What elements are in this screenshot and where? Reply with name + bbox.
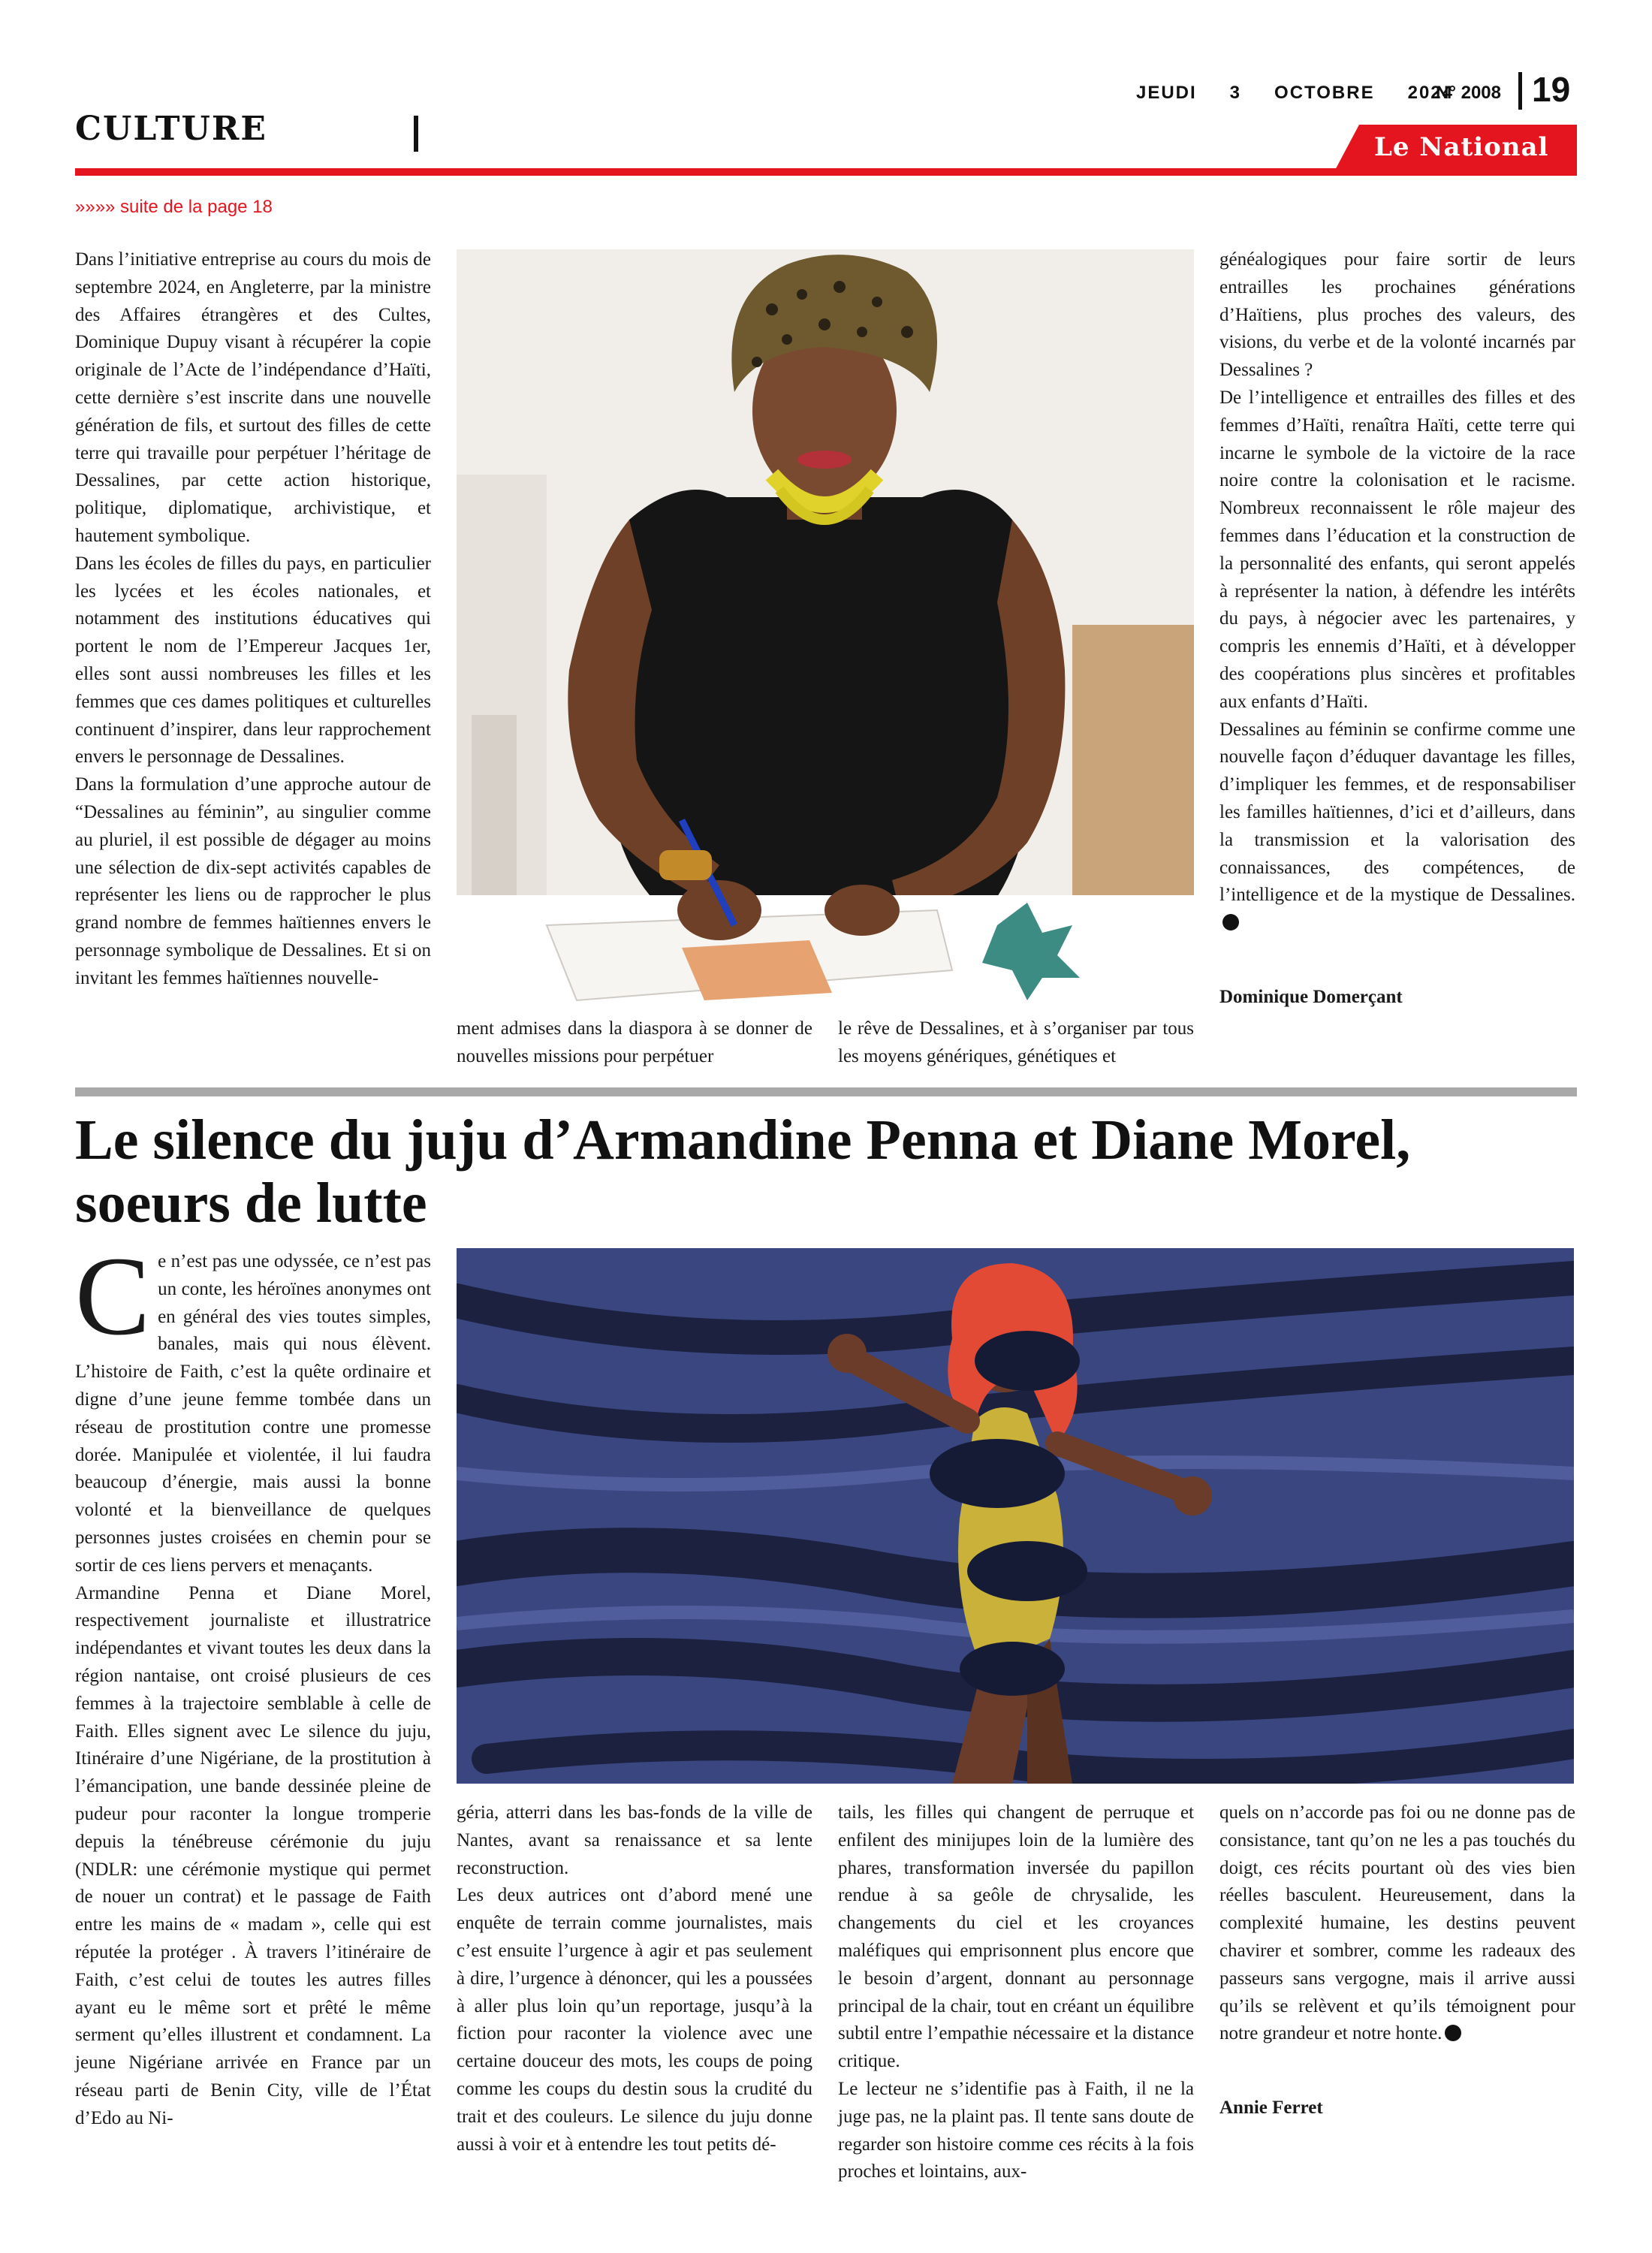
- paragraph-text: e n’est pas une odyssée, ce n’est pas un conte, les héroïnes anonymes ont en général des vies toutes simples, banales, mais qui nous élèvent. L’histoire de Faith, c’est la quête ordinaire et digne d’une jeune femme tombée dans un réseau de prostitution contre une promesse dorée. Manipulée et violentée, il lui faudra beaucoup d’énergie, mais aussi la bonne volonté et la bienveillance de quelques personnes justes croisées en chemin pour se sortir de ces liens pervers et menaçants.: [75, 1251, 431, 1576]
- article-separator: [75, 1087, 1577, 1096]
- headline-line: soeurs de lutte: [75, 1172, 427, 1235]
- woman-writing-illustration: [457, 249, 1194, 1003]
- paragraph: Dans les écoles de filles du pays, en particulier les lycées et les écoles nationales, et notamment des institutions éducatives qui portent le nom de l’Empereur Jacques 1er, elles sont aussi nombreuses les filles et les femmes que ces dames politiques et culturelles continuent d’inspirer, dans leur rapprochement envers le personnage de Dessalines.: [75, 553, 431, 768]
- section-divider: [414, 116, 418, 152]
- paragraph: [1219, 1799, 1575, 2048]
- paragraph: Dans l’initiative entreprise au cours du mois de septembre 2024, en Angleterre, par la ministre des Affaires étrangères et des Cultes, Dominique Dupuy visant à récupérer la copie originale de l’Acte de l’indépendance d’Haïti, cette dernière s’est inscrite dans une nouvelle génération de fils, et surtout des filles de cette terre qui travaille pour perpétuer l’héritage de Dessalines, par cette action historique, politique, diplomatique, archivistique, et hautement symbolique.: [75, 249, 431, 546]
- article2-column-4: [1219, 1799, 1575, 2048]
- issue-date: JEUDI 3 OCTOBRE 2024: [1135, 83, 1454, 103]
- woman-writing-photo: [457, 249, 1194, 1003]
- brand-name: Le National: [1374, 132, 1549, 162]
- article1-column-4: [1219, 246, 1575, 937]
- paragraph: Dans la formulation d’une approche autour de “Dessalines au féminin”, au singulier comme au pluriel, il est possible de dégager au moins une sélection de dix-sept activités capables de représenter les liens ou de rapprocher le plus grand nombre de femmes haïtiennes envers le personnage symbolique de Dessalines. Et si on invitant les femmes haïtiennes nouvelle-: [75, 774, 431, 988]
- article2-column-1: [75, 1234, 431, 2133]
- article2-column-3: [838, 1799, 1194, 2186]
- paragraph: De l’intelligence et entrailles des filles et des femmes d’Haïti, renaîtra Haïti, cette terre qui incarne le symbole de la victoire de la race noire contre la colonisation et le racisme. Nombreux reconnaissent le rôle majeur des femmes dans l’éducation et la construction de la personnalité des enfants, qui seront appelés à représenter la nation, à défendre les intérêts du pays, à négocier avec les partenaires, y compris les ennemis d’Haïti, et à développer des coopérations plus sincères et profitables aux enfants d’Haïti.: [1219, 387, 1575, 712]
- issue-number: N° 2008: [1436, 83, 1501, 103]
- end-mark-icon: [1445, 2025, 1461, 2041]
- paragraph: Les deux autrices ont d’abord mené une enquête de terrain comme journalistes, mais c’est ensuite l’urgence à agir et pas seulement à dire, l’urgence à dénoncer, qui les a poussées à aller plus loin qu’un reportage, jusqu’à la fiction pour raconter la violence avec une certaine douceur des mots, les coups de poing comme les coups du destin sous la crudité du trait et des couleurs. Le silence du juju donne aussi à voir et à entendre les tout petits dé-: [457, 1885, 812, 2155]
- comic-illustration: [457, 1248, 1574, 1784]
- end-mark-icon: [1222, 914, 1239, 930]
- article1-column-2-tail: [457, 1015, 812, 1071]
- comic-illustration-art: [457, 1248, 1574, 1784]
- article2-author: Annie Ferret: [1219, 2098, 1323, 2118]
- header-red-rule: [75, 168, 1577, 176]
- section-label: CULTURE: [75, 110, 267, 148]
- page-number: 19: [1532, 70, 1571, 109]
- paragraph-text: Dessalines au féminin se confirme comme une nouvelle façon d’éduquer davantage les filles, d’impliquer les femmes, et de responsabiliser les familles haïtiennes, d’ici et d’ailleurs, dans la transmission et la valorisation des connaissances, des compétences, de l’intelligence et de la mystique de Dessalines.: [1219, 719, 1575, 906]
- article1-author: Dominique Domerçant: [1219, 987, 1403, 1007]
- paragraph: le rêve de Dessalines, et à s’organiser par tous les moyens génériques, génétiques et: [838, 1018, 1194, 1066]
- paragraph: généalogiques pour faire sortir de leurs entrailles les prochaines générations d’Haïtiens, plus proches des valeurs, des visions, du verbe et de la volonté incarnés par Dessalines ?: [1219, 249, 1575, 381]
- paragraph-text: quels on n’accorde pas foi ou ne donne pas de consistance, tant qu’on ne les a pas touchés du doigt, ces récits pourtant où des vies bien réelles basculent. Heureusement, dans la complexité humaine, les destins peuvent chavirer et sombrer, comme les radeaux des passeurs sans vergogne, mais il arrive aussi qu’ils se relèvent et qu’ils témoignent pour notre grandeur et notre honte.: [1219, 1802, 1575, 2044]
- paragraph: ment admises dans la diaspora à se donner de nouvelles missions pour perpétuer: [457, 1018, 812, 1066]
- paragraph: géria, atterri dans les bas-fonds de la ville de Nantes, avant sa renaissance et sa lente reconstruction.: [457, 1802, 812, 1878]
- paragraph: tails, les filles qui changent de perruque et enfilent des minijupes loin de la lumière des phares, transformation inversée du papillon rendue à sa geôle de chrysalide, les changements du ciel et les croyances maléfiques qui emprisonnent plus encore que le besoin d’argent, donnant au personnage principal de la chair, tout en créant un équilibre subtil entre l’empathie nécessaire et la distance critique.: [838, 1802, 1194, 2072]
- drop-cap: C: [75, 1234, 151, 1359]
- article2-column-2: [457, 1799, 812, 2158]
- headline-line: Le silence du juju d’Armandine Penna et Diane Morel,: [75, 1108, 1411, 1172]
- paragraph: Armandine Penna et Diane Morel, respectivement journaliste et illustratrice indépendantes et vivant toutes les deux dans la région nantaise, ont croisé plusieurs de ces femmes à la trajectoire semblable à celle de Faith. Elles signent avec Le silence du juju, Itinéraire d’une Nigériane, de la prostitution à l’émancipation, une bande dessinée pleine de pudeur pour raconter la longue tromperie depuis la ténébreuse cérémonie du juju (NDLR: une cérémonie mystique qui permet de nouer un contrat) et le passage de Faith entre les mains de « madam », celle qui est réputée la protéger . À travers l’itinéraire de Faith, c’est celui de toutes les autres filles ayant eu le même sort et prêté le même serment qu’elles illustrent et condamnent. La jeune Nigériane arrivée en France par un réseau parti de Benin City, ville de l’État d’Edo au Ni-: [75, 1582, 431, 2128]
- continued-from[interactable]: »»»» suite de la page 18: [75, 197, 273, 217]
- paragraph: [1219, 716, 1575, 937]
- article1-column-1: [75, 246, 431, 993]
- article1-column-3-tail: [838, 1015, 1194, 1071]
- article2-headline: [75, 1108, 1577, 1235]
- page-number-divider: [1518, 72, 1522, 110]
- paragraph: Le lecteur ne s’identifie pas à Faith, il ne la juge pas, ne la plaint pas. Il tente sans doute de regarder son histoire comme ces récits à la fois proches et lointains, aux-: [838, 2078, 1194, 2182]
